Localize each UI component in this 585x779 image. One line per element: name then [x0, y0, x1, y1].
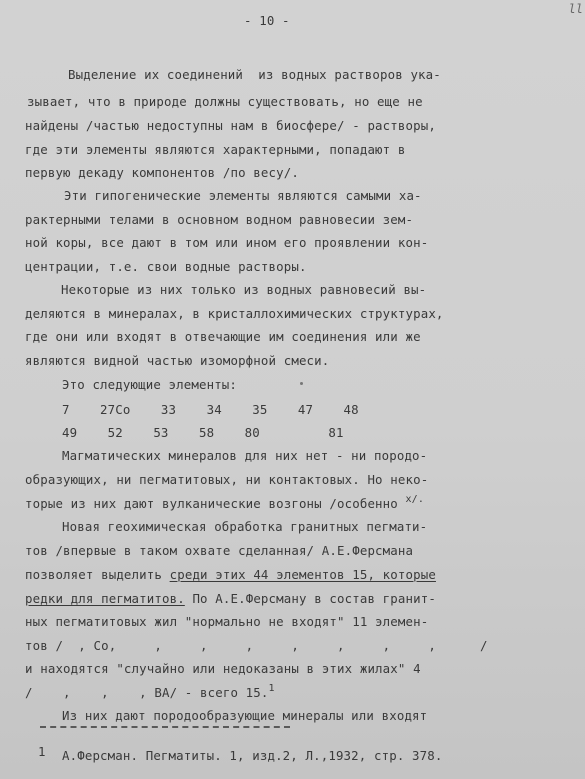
text-line: Из них дают породообразующие минералы или входят [62, 708, 428, 723]
underlined-phrase: среди этих 44 элементов 15, которые [169, 567, 436, 582]
page-number: - 10 - [244, 13, 290, 28]
text-line: тов /впервые в таком охвате сделанная/ А.Е.Ферсмана [25, 543, 414, 558]
footnote-number: 1 [38, 744, 46, 759]
text-line: тов / , Co, , , , , , , , [25, 638, 436, 653]
element-list-row-1: 7 27Co 33 34 35 47 48 [62, 402, 359, 417]
text-line: центрации, т.е. свои водные растворы. [25, 259, 307, 274]
text-line: / , , , BA/ - всего 15.$^1$ [25, 683, 275, 700]
footnote-separator [40, 726, 290, 728]
text-line: рактерными телами в основном водном равновесии зем- [25, 212, 414, 227]
stray-slash: / [480, 638, 488, 653]
text-line: ной коры, все дают в том или ином его проявлении кон- [25, 235, 429, 250]
text-line: Это следующие элементы: [62, 377, 238, 392]
text-line: редки для пегматитов. По А.Е.Ферсману в состав гранит- [25, 591, 436, 606]
text-line: ных пегматитовых жил "нормально не входят" 11 элемен- [25, 614, 429, 629]
footnote-text: А.Ферсман. Пегматиты. 1, изд.2, Л.,1932, стр. 378. [62, 748, 443, 763]
text-line: деляются в минералах, в кристаллохимических структурах, [25, 306, 444, 321]
text-line: торые из них дают вулканические возгоны /особенно $^{x/.}$ [25, 494, 425, 511]
text-line: Новая геохимическая обработка гранитных пегмати- [62, 519, 428, 534]
footnote-marker: 1 [268, 683, 275, 694]
footnote-marker: x/. [405, 494, 425, 505]
text-line: где эти элементы являются характерными, попадают в [25, 142, 406, 157]
underlined-phrase: редки для пегматитов. [25, 591, 185, 606]
text-line: позволяет выделить среди этих 44 элементов 15, которые [25, 567, 436, 582]
text-line: первую декаду компонентов /по весу/. [25, 165, 299, 180]
text-line: Эти гипогенические элементы являются самыми ха- [64, 188, 422, 203]
text-line: Магматических минералов для них нет - ни породо- [62, 448, 428, 463]
text-line: зывает, что в природе должны существовать, но еще не [27, 94, 423, 109]
corner-mark: ll [568, 2, 583, 16]
element-list-row-2: 49 52 53 58 80 81 [62, 425, 344, 440]
ink-speck [300, 382, 303, 385]
text-line: где они или входят в отвечающие им соединения или же [25, 329, 421, 344]
text-line: образующих, ни пегматитовых, ни контактовых. Но неко- [25, 472, 429, 487]
text-line: найдены /частью недоступны нам в биосфере/ - растворы, [25, 118, 436, 133]
text-line: и находятся "случайно или недоказаны в этих жилах" 4 [25, 661, 421, 676]
text-line: Некоторые из них только из водных равновесий вы- [61, 282, 427, 297]
text-line: являются видной частью изоморфной смеси. [25, 353, 330, 368]
text-line: Выделение их соединений из водных растворов ука- [68, 67, 441, 82]
